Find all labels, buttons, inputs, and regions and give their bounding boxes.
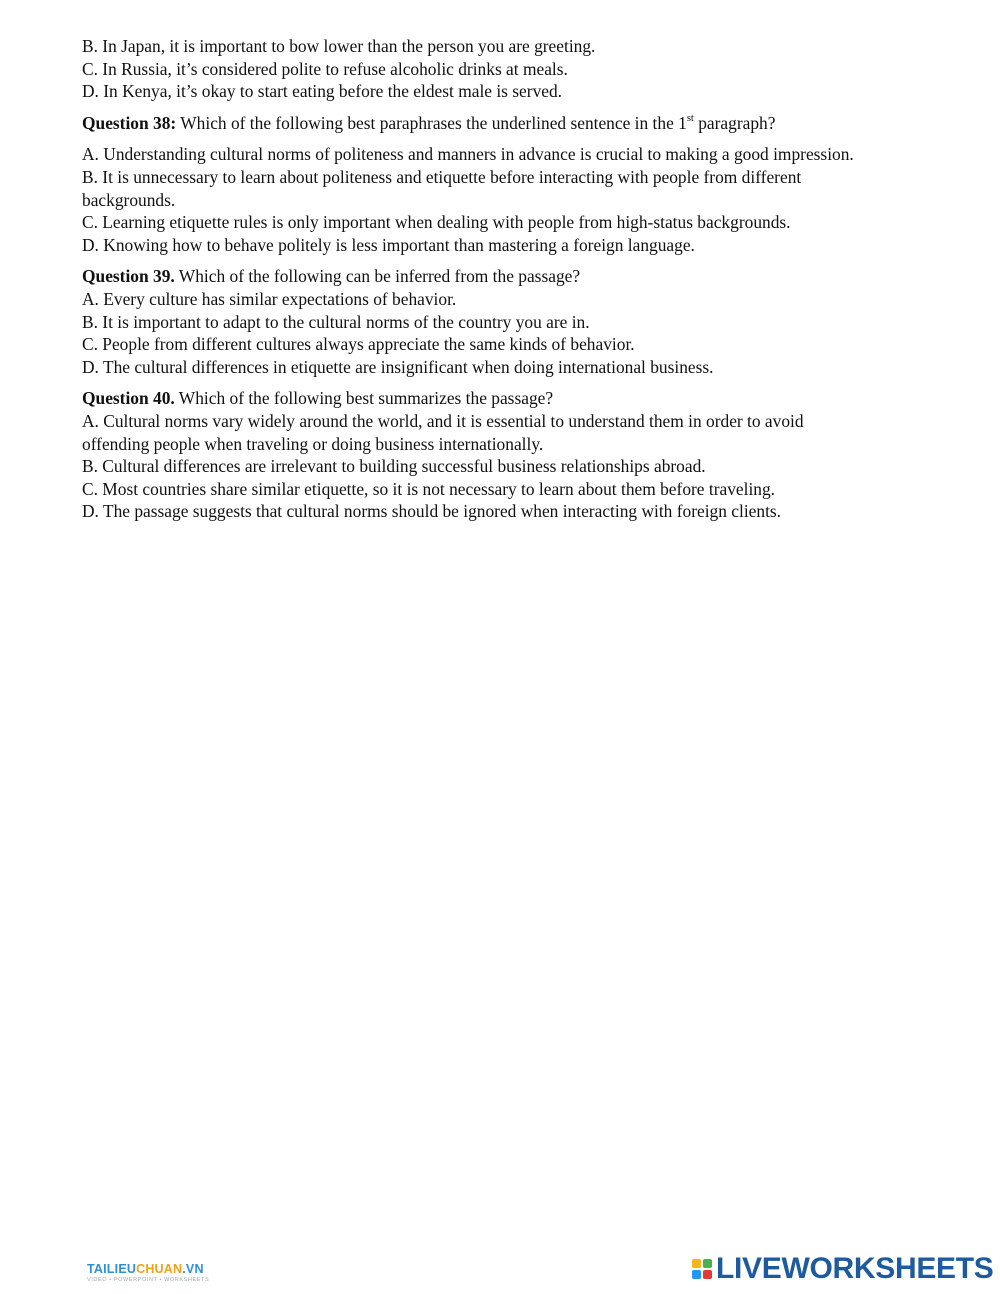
document-body xyxy=(82,35,962,523)
tailieuchuan-wordmark-part3: .VN xyxy=(182,1262,204,1276)
q40-stem-text: Which of the following best summarizes the passage? xyxy=(174,388,554,409)
q39-stem-text: Which of the following can be inferred from the passage? xyxy=(174,266,581,287)
q38-option-b: B. It is unnecessary to learn about politeness and etiquette before interacting with people from different xyxy=(82,166,802,187)
q40-label: Question 40. xyxy=(82,388,175,409)
q39-stem xyxy=(82,265,962,288)
q38-option-b-continued: backgrounds. xyxy=(82,189,176,210)
q40-option-c: C. Most countries share similar etiquette, so it is not necessary to learn about them before traveling. xyxy=(82,478,776,499)
q37-option-d: D. In Kenya, it’s okay to start eating before the eldest male is served. xyxy=(82,81,563,102)
q38-option-c: C. Learning etiquette rules is only important when dealing with people from high-status backgrounds. xyxy=(82,212,791,233)
icon-block-2 xyxy=(703,1259,712,1268)
q38-stem xyxy=(82,112,962,135)
tailieuchuan-wordmark xyxy=(87,1262,209,1276)
q39-option-a: A. Every culture has similar expectations of behavior. xyxy=(82,288,457,309)
tailieuchuan-tagline: VIDEO • POWERPOINT • WORKSHEETS xyxy=(87,1277,210,1283)
q40-stem xyxy=(82,387,962,410)
q38-stem-text: Which of the following best paraphrases the underlined sentence in the 1 xyxy=(176,112,687,133)
q38-option-d: D. Knowing how to behave politely is less important than mastering a foreign language. xyxy=(82,234,695,255)
q40-option-d: D. The passage suggests that cultural norms should be ignored when interacting with foreign clients. xyxy=(82,501,782,522)
q39-label: Question 39. xyxy=(82,266,175,287)
q40-option-b: B. Cultural differences are irrelevant to building successful business relationships abroad. xyxy=(82,456,706,477)
q38-stem-superscript: st xyxy=(686,112,694,124)
tailieuchuan-wordmark-part2: CHUAN xyxy=(136,1262,183,1276)
q40-option-a-continued: offending people when traveling or doing business internationally. xyxy=(82,433,544,454)
q38-stem-end: paragraph? xyxy=(693,112,776,133)
q38-label: Question 38: xyxy=(82,112,177,133)
liveworksheets-logo[interactable] xyxy=(692,1254,994,1284)
q37-option-b: B. In Japan, it is important to bow lower than the person you are greeting. xyxy=(82,36,596,56)
q39-option-c: C. People from different cultures always appreciate the same kinds of behavior. xyxy=(82,334,635,355)
liveworksheets-wordmark: LIVEWORKSHEETS xyxy=(716,1252,994,1285)
q39-option-b: B. It is important to adapt to the cultural norms of the country you are in. xyxy=(82,311,590,332)
tailieuchuan-wordmark-part1: TAILIEU xyxy=(87,1262,137,1276)
icon-block-4 xyxy=(703,1270,712,1279)
q37-option-c: C. In Russia, it’s considered polite to refuse alcoholic drinks at meals. xyxy=(82,58,568,79)
q38-option-a: A. Understanding cultural norms of politeness and manners in advance is crucial to making a good impression. xyxy=(82,144,854,165)
icon-block-1 xyxy=(692,1259,701,1268)
tailieuchuan-logo[interactable] xyxy=(87,1262,209,1283)
q39-option-d: D. The cultural differences in etiquette are insignificant when doing international business. xyxy=(82,356,714,377)
liveworksheets-blocks-icon xyxy=(692,1259,712,1279)
icon-block-3 xyxy=(692,1270,701,1279)
q40-option-a: A. Cultural norms vary widely around the world, and it is essential to understand them in order to avoid xyxy=(82,410,804,431)
